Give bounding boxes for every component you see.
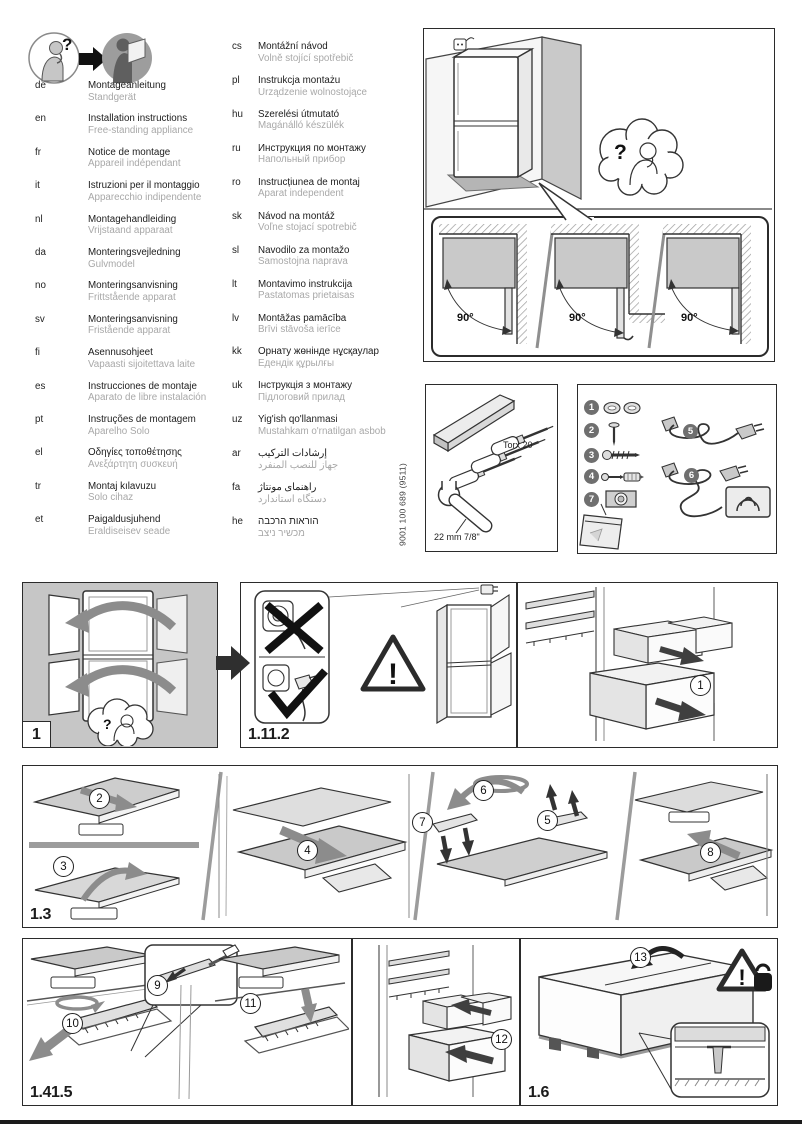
parts-illustration <box>578 385 774 551</box>
panel-shelf-removal <box>22 765 778 928</box>
language-code: sl <box>232 244 240 256</box>
language-subtitle: Vrijstaand apparaat <box>88 225 173 237</box>
language-subtitle: Vapaasti sijoitettava laite <box>88 358 196 370</box>
language-entry <box>35 80 230 113</box>
language-subtitle: Aparato de libre instalación <box>88 392 207 404</box>
step-badge: 10 <box>62 1013 83 1034</box>
language-entry <box>232 279 397 313</box>
language-entry <box>35 247 230 280</box>
panel-label: 1.41.5 <box>30 1084 73 1101</box>
tools-illustration <box>426 385 555 549</box>
svg-text:!: ! <box>738 965 746 990</box>
language-subtitle: Brīvi stāvoša ierīce <box>258 324 341 336</box>
language-code: tr <box>35 480 41 492</box>
language-code: lt <box>232 278 237 290</box>
language-entry <box>232 211 397 245</box>
language-code: he <box>232 516 243 528</box>
document-part-number: 9001 100 689 (9511) <box>397 463 408 546</box>
step-badge: 9 <box>147 975 168 996</box>
wrench-size-label: 22 mm 7/8" <box>434 532 480 542</box>
step-badge: 3 <box>53 856 74 877</box>
language-entry <box>35 214 230 247</box>
language-code: de <box>35 80 46 91</box>
language-title: Montageanleitung <box>88 80 166 91</box>
small-drawers <box>614 617 732 663</box>
door-swing-scene-2 <box>551 224 665 340</box>
language-title: Szerelési útmutató <box>258 108 340 120</box>
language-entry <box>35 113 230 146</box>
power-outlet-icon <box>454 38 474 50</box>
language-code: kk <box>232 346 242 358</box>
language-subtitle: Підлоговий прилад <box>258 391 345 403</box>
svg-text:!: ! <box>388 658 398 691</box>
warning-triangle-icon <box>363 637 423 691</box>
language-subtitle: Free-standing appliance <box>88 124 194 136</box>
language-entry <box>35 280 230 313</box>
language-subtitle: Magánálló készülék <box>258 120 345 132</box>
svg-text:?: ? <box>614 141 627 164</box>
language-entry <box>35 447 230 480</box>
page-footer-rule <box>0 1120 802 1124</box>
right-rail <box>245 1007 349 1053</box>
door-swing-90-degree-diagrams <box>433 218 767 355</box>
step-badge: 11 <box>240 993 261 1014</box>
cover-caps-icon <box>604 403 640 414</box>
language-entry <box>232 380 397 414</box>
language-code: ro <box>232 176 241 188</box>
step-badge: 12 <box>491 1029 512 1050</box>
language-title: Installation instructions <box>88 113 188 125</box>
language-code: hu <box>232 108 243 120</box>
language-code: ru <box>232 142 241 154</box>
release-callout <box>131 945 239 1057</box>
language-title: Asennusohjeet <box>88 347 153 359</box>
placement-diagram-panel <box>423 28 775 362</box>
step-badge: 8 <box>700 842 721 863</box>
language-code: no <box>35 280 46 292</box>
language-entry <box>35 180 230 213</box>
reinsert-drawers-illustration <box>353 939 517 1103</box>
step-badge: 2 <box>89 788 110 809</box>
thinking-person-bubble <box>599 119 683 195</box>
language-subtitle: Едендік құрылғы <box>258 358 335 370</box>
step-badge: 4 <box>297 840 318 861</box>
language-entry <box>35 347 230 380</box>
panel-rail-swap <box>22 938 352 1106</box>
language-code: lv <box>232 312 240 324</box>
reading-person-icon <box>102 33 152 83</box>
panel-label: 1.11.2 <box>248 726 290 743</box>
fitting-parts-panel <box>577 384 777 554</box>
language-subtitle: Voľne stojací spotrebič <box>258 222 357 234</box>
language-entry <box>232 177 397 211</box>
next-step-arrow-icon <box>216 646 250 680</box>
language-subtitle: Fristående apparat <box>88 325 171 337</box>
language-subtitle: Apparecchio indipendente <box>88 191 202 203</box>
language-title: Montagehandleiding <box>88 213 177 225</box>
panel-label: 1.3 <box>30 906 52 923</box>
language-title: Paigaldusjuhend <box>88 514 161 526</box>
language-subtitle: Pastatomas prietaisas <box>258 290 355 302</box>
language-code: da <box>35 246 46 258</box>
language-title: Οδηγίες τοποθέτησης <box>88 447 182 459</box>
language-title: Istruzioni per il montaggio <box>88 180 200 192</box>
torx-size-label: Torx 20 <box>503 440 533 450</box>
door-swing-scene-3 <box>663 224 751 344</box>
language-code: nl <box>35 213 43 225</box>
wrench-icon <box>439 481 495 534</box>
language-title: Орнату жөнінде нұсқаулар <box>258 346 379 358</box>
panel-label: 1 <box>23 721 51 747</box>
language-title: Инструкция по монтажу <box>258 142 366 154</box>
language-code: et <box>35 514 44 526</box>
balloon-tail <box>524 179 604 223</box>
language-code: pt <box>35 413 44 425</box>
language-entry <box>232 143 397 177</box>
language-code: cs <box>232 41 242 52</box>
language-subtitle: Eraldiseisev seade <box>88 525 171 537</box>
language-subtitle: Ανεξάρτητη συσκευή <box>88 458 178 470</box>
language-directory-column-2 <box>232 41 397 550</box>
language-title: Monteringsanvisning <box>88 280 178 292</box>
language-subtitle: Appareil indépendant <box>88 158 181 170</box>
language-entry <box>35 481 230 514</box>
language-subtitle: Standgerät <box>88 91 136 103</box>
step-badge: 6 <box>473 780 494 801</box>
language-code: ar <box>232 448 241 460</box>
language-code: fi <box>35 347 40 359</box>
language-subtitle: Aparelho Solo <box>88 425 150 437</box>
required-tools-panel <box>425 384 558 552</box>
panel-unplug-warning <box>240 582 517 748</box>
shelf-steps-illustration <box>23 766 775 925</box>
language-subtitle: Aparat independent <box>258 188 344 200</box>
language-entry <box>232 516 397 550</box>
language-subtitle: Solo cihaz <box>88 492 134 504</box>
language-code: it <box>35 180 40 192</box>
panel-door-swap-overview <box>22 582 218 748</box>
panel-remove-drawers <box>517 582 778 748</box>
language-title: Monteringsvejledning <box>88 246 181 258</box>
language-subtitle: Frittstående apparat <box>88 291 176 303</box>
language-subtitle: Напольный прибор <box>258 154 346 166</box>
big-drawer <box>590 663 714 729</box>
plug-location-icon <box>481 585 498 594</box>
screw-with-anchor-icon <box>602 473 645 481</box>
language-directory-column-1 <box>35 80 230 547</box>
language-entry <box>232 414 397 448</box>
language-title: הוראות הרכבה <box>258 516 319 528</box>
remove-drawers-illustration <box>518 583 775 746</box>
part-number-badge: 2 <box>584 423 599 438</box>
svg-text:90°: 90° <box>681 312 698 324</box>
unplug-illustration <box>241 583 514 746</box>
screw-icon <box>603 451 641 460</box>
question-person-icon <box>29 33 79 83</box>
door-reversal-illustration <box>23 583 216 746</box>
language-subtitle: Urządzenie wolnostojące <box>258 86 367 98</box>
language-title: Instrucțiunea de montaj <box>258 176 360 188</box>
language-entry <box>232 41 397 75</box>
language-code: el <box>35 447 43 459</box>
language-title: إرشادات التركيب <box>258 448 327 460</box>
language-subtitle: دستگاه استاندارد <box>258 493 327 505</box>
language-code: uz <box>232 414 243 426</box>
language-title: Navodilo za montažo <box>258 244 350 256</box>
part-number-badge: 3 <box>584 448 599 463</box>
language-title: Návod na montáž <box>258 210 335 222</box>
language-title: Instrukcja montażu <box>258 74 341 86</box>
language-entry <box>232 109 397 143</box>
language-entry <box>232 448 397 482</box>
language-title: Yig'ish qo'llanmasi <box>258 414 338 426</box>
svg-text:90°: 90° <box>569 312 586 324</box>
language-subtitle: Volně stojící spotřebič <box>258 52 354 64</box>
language-subtitle: Gulvmodel <box>88 258 135 270</box>
torx-screwdriver-icon <box>490 421 555 457</box>
language-code: uk <box>232 380 243 392</box>
language-subtitle: جهاز للنصب المنفرد <box>258 459 339 471</box>
language-subtitle: מכשיר ניצב <box>258 527 305 539</box>
language-code: sk <box>232 210 242 222</box>
language-code: sv <box>35 313 45 325</box>
svg-text:?: ? <box>62 35 73 54</box>
step-badge: 5 <box>537 810 558 831</box>
language-code: es <box>35 380 46 392</box>
step-badge: 13 <box>630 947 651 968</box>
language-entry <box>35 147 230 180</box>
language-entry <box>232 346 397 380</box>
language-code: fa <box>232 482 241 494</box>
language-entry <box>232 482 397 516</box>
language-title: Montāžas pamācība <box>258 312 347 324</box>
language-subtitle: Mustahkam o'rnatilgan asbob <box>258 425 386 437</box>
language-title: Montážní návod <box>258 41 328 52</box>
panel-reinsert-drawers <box>352 938 520 1106</box>
panel-label: 1.6 <box>528 1084 550 1101</box>
language-entry <box>232 75 397 109</box>
language-title: Montaj kılavuzu <box>88 480 157 492</box>
power-cord-with-module-icon <box>662 463 770 517</box>
part-number-badge: 4 <box>584 469 599 484</box>
svg-text:90°: 90° <box>457 312 474 324</box>
door-swing-scene-1 <box>439 224 527 344</box>
language-entry <box>232 313 397 347</box>
language-code: en <box>35 113 46 125</box>
language-entry <box>35 514 230 547</box>
language-title: Instruções de montagem <box>88 413 196 425</box>
language-entry <box>35 414 230 447</box>
part-number-badge: 1 <box>584 400 599 415</box>
language-entry <box>35 381 230 414</box>
step-badge: 1 <box>690 675 711 696</box>
parts-bag-icon <box>580 504 622 549</box>
open-empty-fridge <box>437 595 511 723</box>
part-number-badge: 7 <box>584 492 599 507</box>
spacer-part-icon <box>606 491 636 507</box>
step-badge: 7 <box>412 812 433 833</box>
language-title: Instrucciones de montaje <box>88 380 197 392</box>
language-title: Інструкція з монтажу <box>258 380 353 392</box>
language-entry <box>35 314 230 347</box>
language-code: fr <box>35 146 41 158</box>
power-cord-icon <box>662 417 764 444</box>
door-swing-clearance-box <box>431 216 769 357</box>
language-title: Notice de montage <box>88 146 171 158</box>
panel-set-upright <box>520 938 778 1106</box>
language-title: راهنمای مونتاژ <box>258 482 317 494</box>
language-entry <box>232 245 397 279</box>
part-number-badge: 5 <box>683 424 698 439</box>
language-title: Montavimo instrukcija <box>258 278 353 290</box>
language-subtitle: Samostojna naprava <box>258 256 348 268</box>
svg-text:?: ? <box>103 716 112 732</box>
language-code: pl <box>232 74 240 86</box>
language-title: Monteringsanvisning <box>88 313 178 325</box>
part-number-badge: 6 <box>684 468 699 483</box>
pin-icon <box>609 423 619 446</box>
